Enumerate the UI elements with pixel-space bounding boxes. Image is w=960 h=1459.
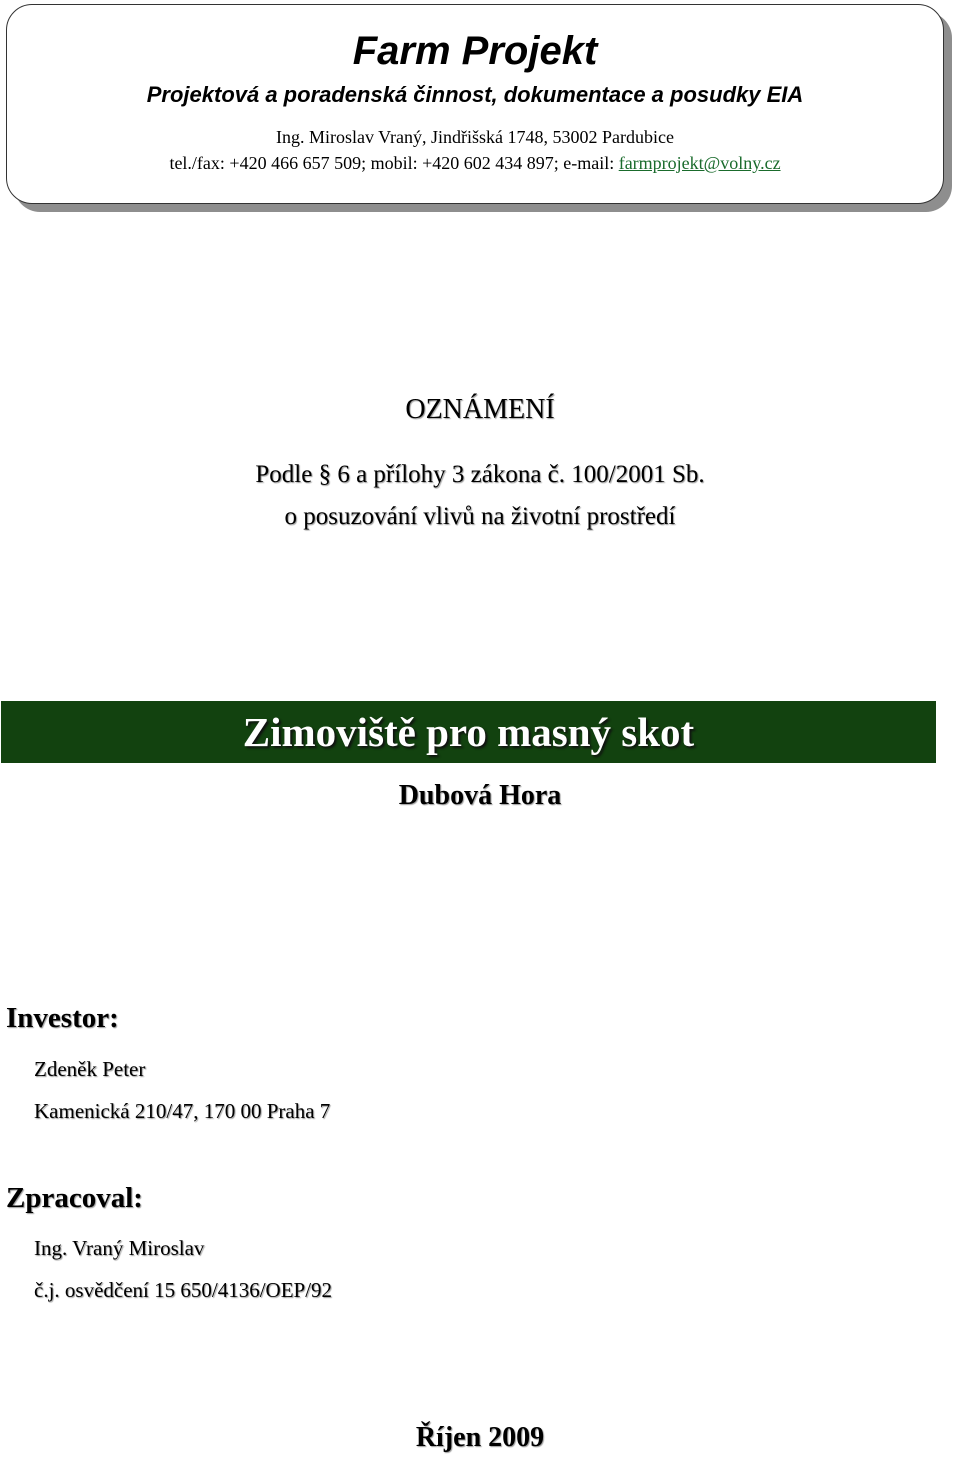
email-link[interactable]: farmprojekt@volny.cz bbox=[618, 153, 781, 173]
document-date: Říjen 2009 bbox=[415, 1422, 545, 1453]
letterhead-box bbox=[6, 4, 944, 204]
investor-name: Zdeněk Peter bbox=[34, 1057, 146, 1081]
author-certificate: č.j. osvědčení 15 650/4136/OEP/92 bbox=[34, 1278, 333, 1302]
project-banner bbox=[1, 701, 936, 763]
document-title: OZNÁMENÍ bbox=[405, 394, 555, 425]
legal-basis-line: Podle § 6 a přílohy 3 zákona č. 100/2001 Sb. bbox=[255, 461, 705, 488]
project-title: Zimoviště pro masný skot bbox=[242, 709, 695, 755]
contact-phones: tel./fax: +420 466 657 509; mobil: +420 602 434 897; e-mail: bbox=[169, 153, 619, 173]
project-location: Dubová Hora bbox=[398, 780, 562, 811]
investor-heading: Investor: bbox=[6, 1002, 119, 1034]
company-contact bbox=[7, 151, 943, 175]
company-subtitle: Projektová a poradenská činnost, dokumentace a posudky EIA bbox=[146, 82, 804, 107]
author-heading: Zpracoval: bbox=[6, 1182, 143, 1214]
investor-address: Kamenická 210/47, 170 00 Praha 7 bbox=[34, 1099, 331, 1123]
author-name: Ing. Vraný Miroslav bbox=[34, 1236, 205, 1260]
legal-basis-subline: o posuzování vlivů na životní prostředí bbox=[284, 503, 676, 530]
company-name: Farm Projekt bbox=[352, 29, 598, 73]
company-address: Ing. Miroslav Vraný, Jindřišská 1748, 53002 Pardubice bbox=[275, 127, 675, 147]
